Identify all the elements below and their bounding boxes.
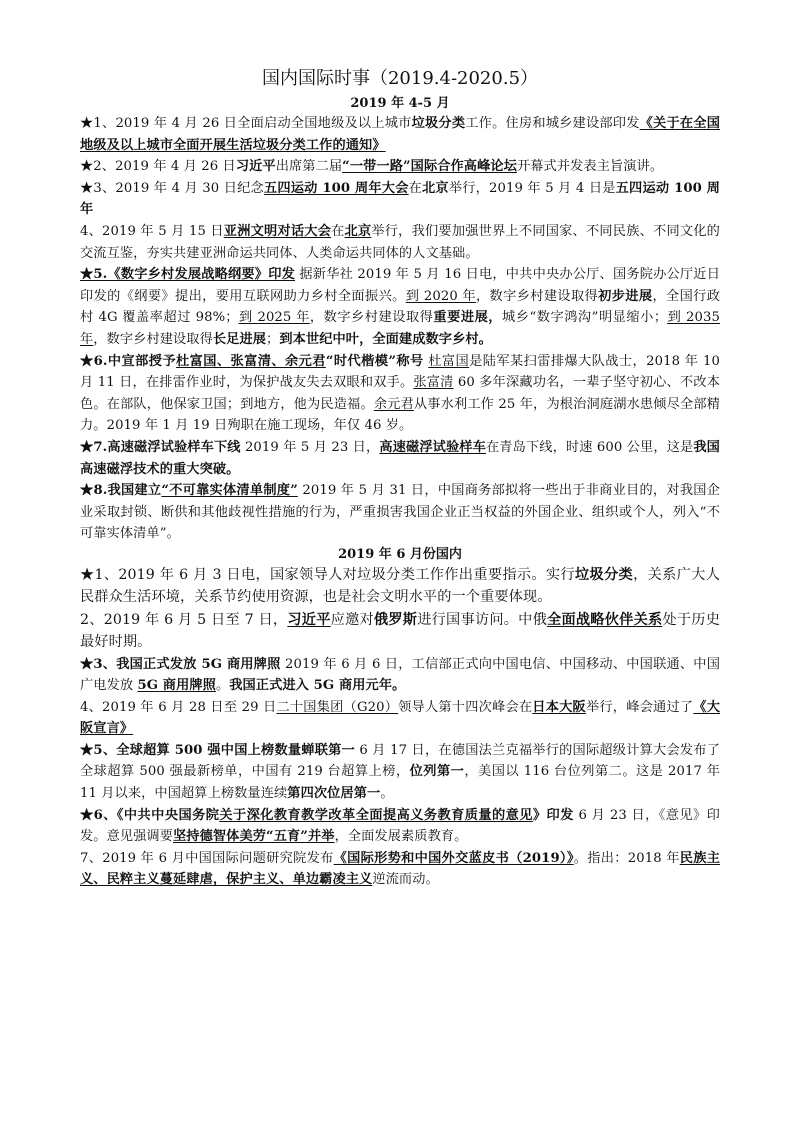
text-run: 《大阪宣言》	[80, 699, 720, 737]
text-run: 高速磁浮试验样车	[379, 439, 486, 455]
text-run: 处于历史最好时期。	[80, 611, 720, 651]
text-run: 。	[215, 678, 230, 694]
text-run: ★6.中宣部授予	[80, 353, 177, 369]
text-run: 6 月 17 日，在德国法兰克福举行的国际超级计算大会发布了全球超算 500 强最新榜单，中国有 219 台超算上榜，	[80, 742, 720, 780]
news-item	[80, 609, 720, 654]
text-run: 日本大阪	[532, 699, 586, 715]
text-run: ★6、《中共中央国务院	[80, 807, 220, 823]
text-run: 6 月 23 日，《意见》印发。意见强调要	[80, 807, 720, 845]
text-run: 二十国集团（G20）	[276, 699, 399, 715]
text-run: 杜富国、张富清、余元君	[176, 353, 326, 369]
text-run: ★8.我国建立	[80, 483, 162, 499]
text-run: 北京	[422, 180, 449, 196]
text-run: 5G 商用牌照	[137, 678, 216, 694]
text-run: 《关于在全国地级及以上城市全面开展生活垃圾分类工作的通知》	[80, 116, 720, 153]
text-run: 称号	[396, 353, 424, 369]
document-page	[80, 66, 720, 891]
text-run: ，全国行政村 4G 覆盖率超过 98%；	[80, 288, 721, 326]
text-run: 7、2019 年 6 月中国国际问题研究院发布	[80, 850, 334, 866]
news-item	[80, 654, 720, 697]
text-run: 北京	[344, 223, 372, 239]
text-run: 五四运动 100 周年大会	[263, 180, 409, 196]
text-run: 进行国事访问。中俄	[417, 611, 548, 628]
document-body	[80, 94, 720, 891]
news-item	[80, 221, 720, 264]
text-run: 据新华社 2019 年 5 月 16 日电，中共中央办公厅、国务院办公厅近日印发的《纲要》提出，要用互联网助力乡村全面振兴。	[80, 267, 720, 304]
text-run: 到 2020 年	[405, 288, 476, 304]
text-run: 张富清	[413, 375, 454, 391]
text-run: 4、2019 年 5 月 15 日	[80, 223, 224, 239]
text-run: 4、2019 年 6 月 28 日至 29 日	[80, 699, 277, 715]
text-run: 从事水利工作 25 年，为根治洞庭湖水患倾尽全部精力。2019 年 1 月 19 日殉职在施工现场，年仅 46 岁。	[80, 396, 720, 434]
section-heading: 2019 年 6 月份国内	[338, 546, 462, 562]
text-run: 举行，2019 年 5 月 4 日是	[448, 180, 616, 196]
text-run: 在	[331, 223, 345, 239]
text-run: ；	[266, 331, 280, 347]
news-item	[80, 264, 720, 350]
text-run: 长足进展	[212, 331, 267, 347]
text-run: ，关系广大人民群众生活环境，关系节约使用资源，也是社会文明水平的一个重要体现。	[80, 566, 720, 606]
text-run: 坚持德智体美劳“五育”并举	[173, 829, 335, 845]
text-run: 关于深化教育教学改革全面提高义务教育质量的意见	[219, 807, 533, 823]
text-run: 习近平	[235, 159, 276, 175]
news-item	[80, 805, 720, 848]
news-item	[80, 480, 720, 545]
text-run: ★1、2019 年 4 月 26 日全面启动全国地级及以上城市	[80, 116, 412, 131]
news-item	[80, 156, 720, 178]
text-run: ★3、我国正式发放 5G 商用牌照	[80, 656, 281, 672]
text-run: ，全面发展素质教育。	[334, 829, 468, 845]
text-run: 到 2035 年	[80, 310, 720, 347]
text-run: 俄罗斯	[373, 611, 418, 628]
text-run: ，数字乡村建设取得	[93, 331, 213, 347]
text-run: 2019 年 6 月 6 日，工信部正式向中国电信、中国移动、中国联通、中国广电发放	[80, 656, 721, 694]
text-run: 开幕式并发表主旨演讲。	[516, 159, 664, 175]
text-run: ★5.《数字乡村发展战略纲要》印发	[80, 267, 295, 283]
text-run: 余元君	[373, 396, 414, 412]
text-run: 举行，峰会通过了	[585, 699, 694, 715]
text-run: 在	[408, 180, 423, 196]
text-run: 逆流而动。	[372, 872, 439, 888]
news-item	[80, 178, 720, 221]
text-run: ★7.高速磁浮试验样车下线	[80, 439, 241, 455]
text-run: “一带一路”国际合作高峰论坛	[342, 159, 517, 175]
text-run: “不可靠实体清单制度”	[161, 483, 298, 499]
text-run: 位列第一	[409, 764, 465, 780]
text-run: 初步进展	[598, 288, 653, 304]
text-run: 我国正式进入 5G 商用元年。	[229, 678, 406, 694]
news-item	[80, 564, 720, 609]
text-run: 全面战略伙伴关系	[547, 611, 663, 628]
text-run: ，数字乡村建设取得	[475, 288, 599, 304]
text-run: 五四运动 100 周年	[80, 180, 720, 218]
text-run: ★2、2019 年 4 月 26 日	[80, 159, 236, 175]
text-run: 60 多年深藏功名，一辈子坚守初心、不改本色。在部队，他保家卫国；到地方，他为民造福。	[80, 375, 720, 412]
text-run: ★1、2019 年 6 月 3 日电，国家领导人对垃圾分类工作作出重要指示。实行	[80, 566, 575, 583]
news-item	[80, 113, 720, 156]
text-run: 。	[380, 786, 394, 802]
text-run: 2019 年 5 月 23 日，	[240, 439, 380, 455]
text-run: 我国高速磁浮技术的重大突破。	[80, 439, 720, 477]
text-run: 垃圾分类	[574, 566, 634, 583]
text-run: ★5、全球超算 500 强中国上榜数量蝉联第一	[80, 742, 355, 758]
text-run: 应邀对	[330, 611, 374, 628]
text-run: 亚洲文明对话大会	[223, 223, 332, 239]
text-run: 》印发	[532, 807, 574, 823]
text-run: 习近平	[287, 611, 331, 628]
text-run: 2019 年 5 月 31 日，中国商务部拟将一些出于非商业目的，对我国企业采取封锁、断供和其他歧视性措施的行为，严重损害我国企业正当权益的外国企业、组织或个人，列入“不可靠实体清单”。	[80, 483, 721, 542]
text-run: ，数字乡村建设取得	[309, 310, 434, 326]
text-run: 在青岛下线，时速 600 公里，这是	[485, 439, 694, 455]
document-title: 国内国际时事（2019.4-2020.5）	[261, 68, 539, 89]
text-run: “时代楷模”	[325, 353, 397, 369]
text-run: 到 2025 年	[238, 310, 310, 326]
text-run: 2、2019 年 6 月 5 日至 7 日，	[80, 611, 288, 628]
text-run: 。指出：2018 年	[573, 850, 680, 866]
text-run: 杜富国	[428, 353, 470, 369]
text-run: ，美国以 116 台位列第二。这是 2017 年 11 月以来，中国超算上榜数量连续	[80, 764, 720, 802]
text-run: 到本世纪中叶，全面建成数字乡村。	[279, 331, 492, 347]
text-run: 工作。住房和城乡建设部印发	[465, 116, 640, 131]
news-item	[80, 848, 720, 891]
news-item	[80, 437, 720, 480]
text-run: 是陆军某扫雷排爆大队战士，2018 年 10 月 11 日，在排雷作业时，为保护战友失去双眼和双手。	[80, 353, 720, 391]
text-run: 《国际形势和中国外交蓝皮书（2019）》	[333, 850, 574, 866]
news-item	[80, 740, 720, 805]
text-run: ★3、2019 年 4 月 30 日纪念	[80, 180, 264, 196]
text-run: 举行，我们要加强世界上不同国家、不同民族、不同文化的交流互鉴，夯实共建亚洲命运共同体、人类命运共同体的人文基础。	[80, 223, 720, 261]
text-run: 领导人第十四次峰会在	[398, 699, 533, 715]
text-run: 出席第二届	[275, 159, 343, 175]
section-heading: 2019 年 4-5 月	[350, 96, 450, 111]
text-run: 重要进展，	[433, 310, 503, 326]
text-run: 民族主义、民粹主义蔓延肆虐，保护主义、单边霸凌主义	[80, 850, 720, 888]
news-item	[80, 697, 720, 740]
news-item	[80, 351, 720, 437]
text-run: 城乡“数字鸿沟”明显缩小；	[502, 310, 668, 326]
text-run: 第四次位居第一	[287, 786, 381, 802]
text-run: 垃圾分类	[411, 116, 466, 131]
